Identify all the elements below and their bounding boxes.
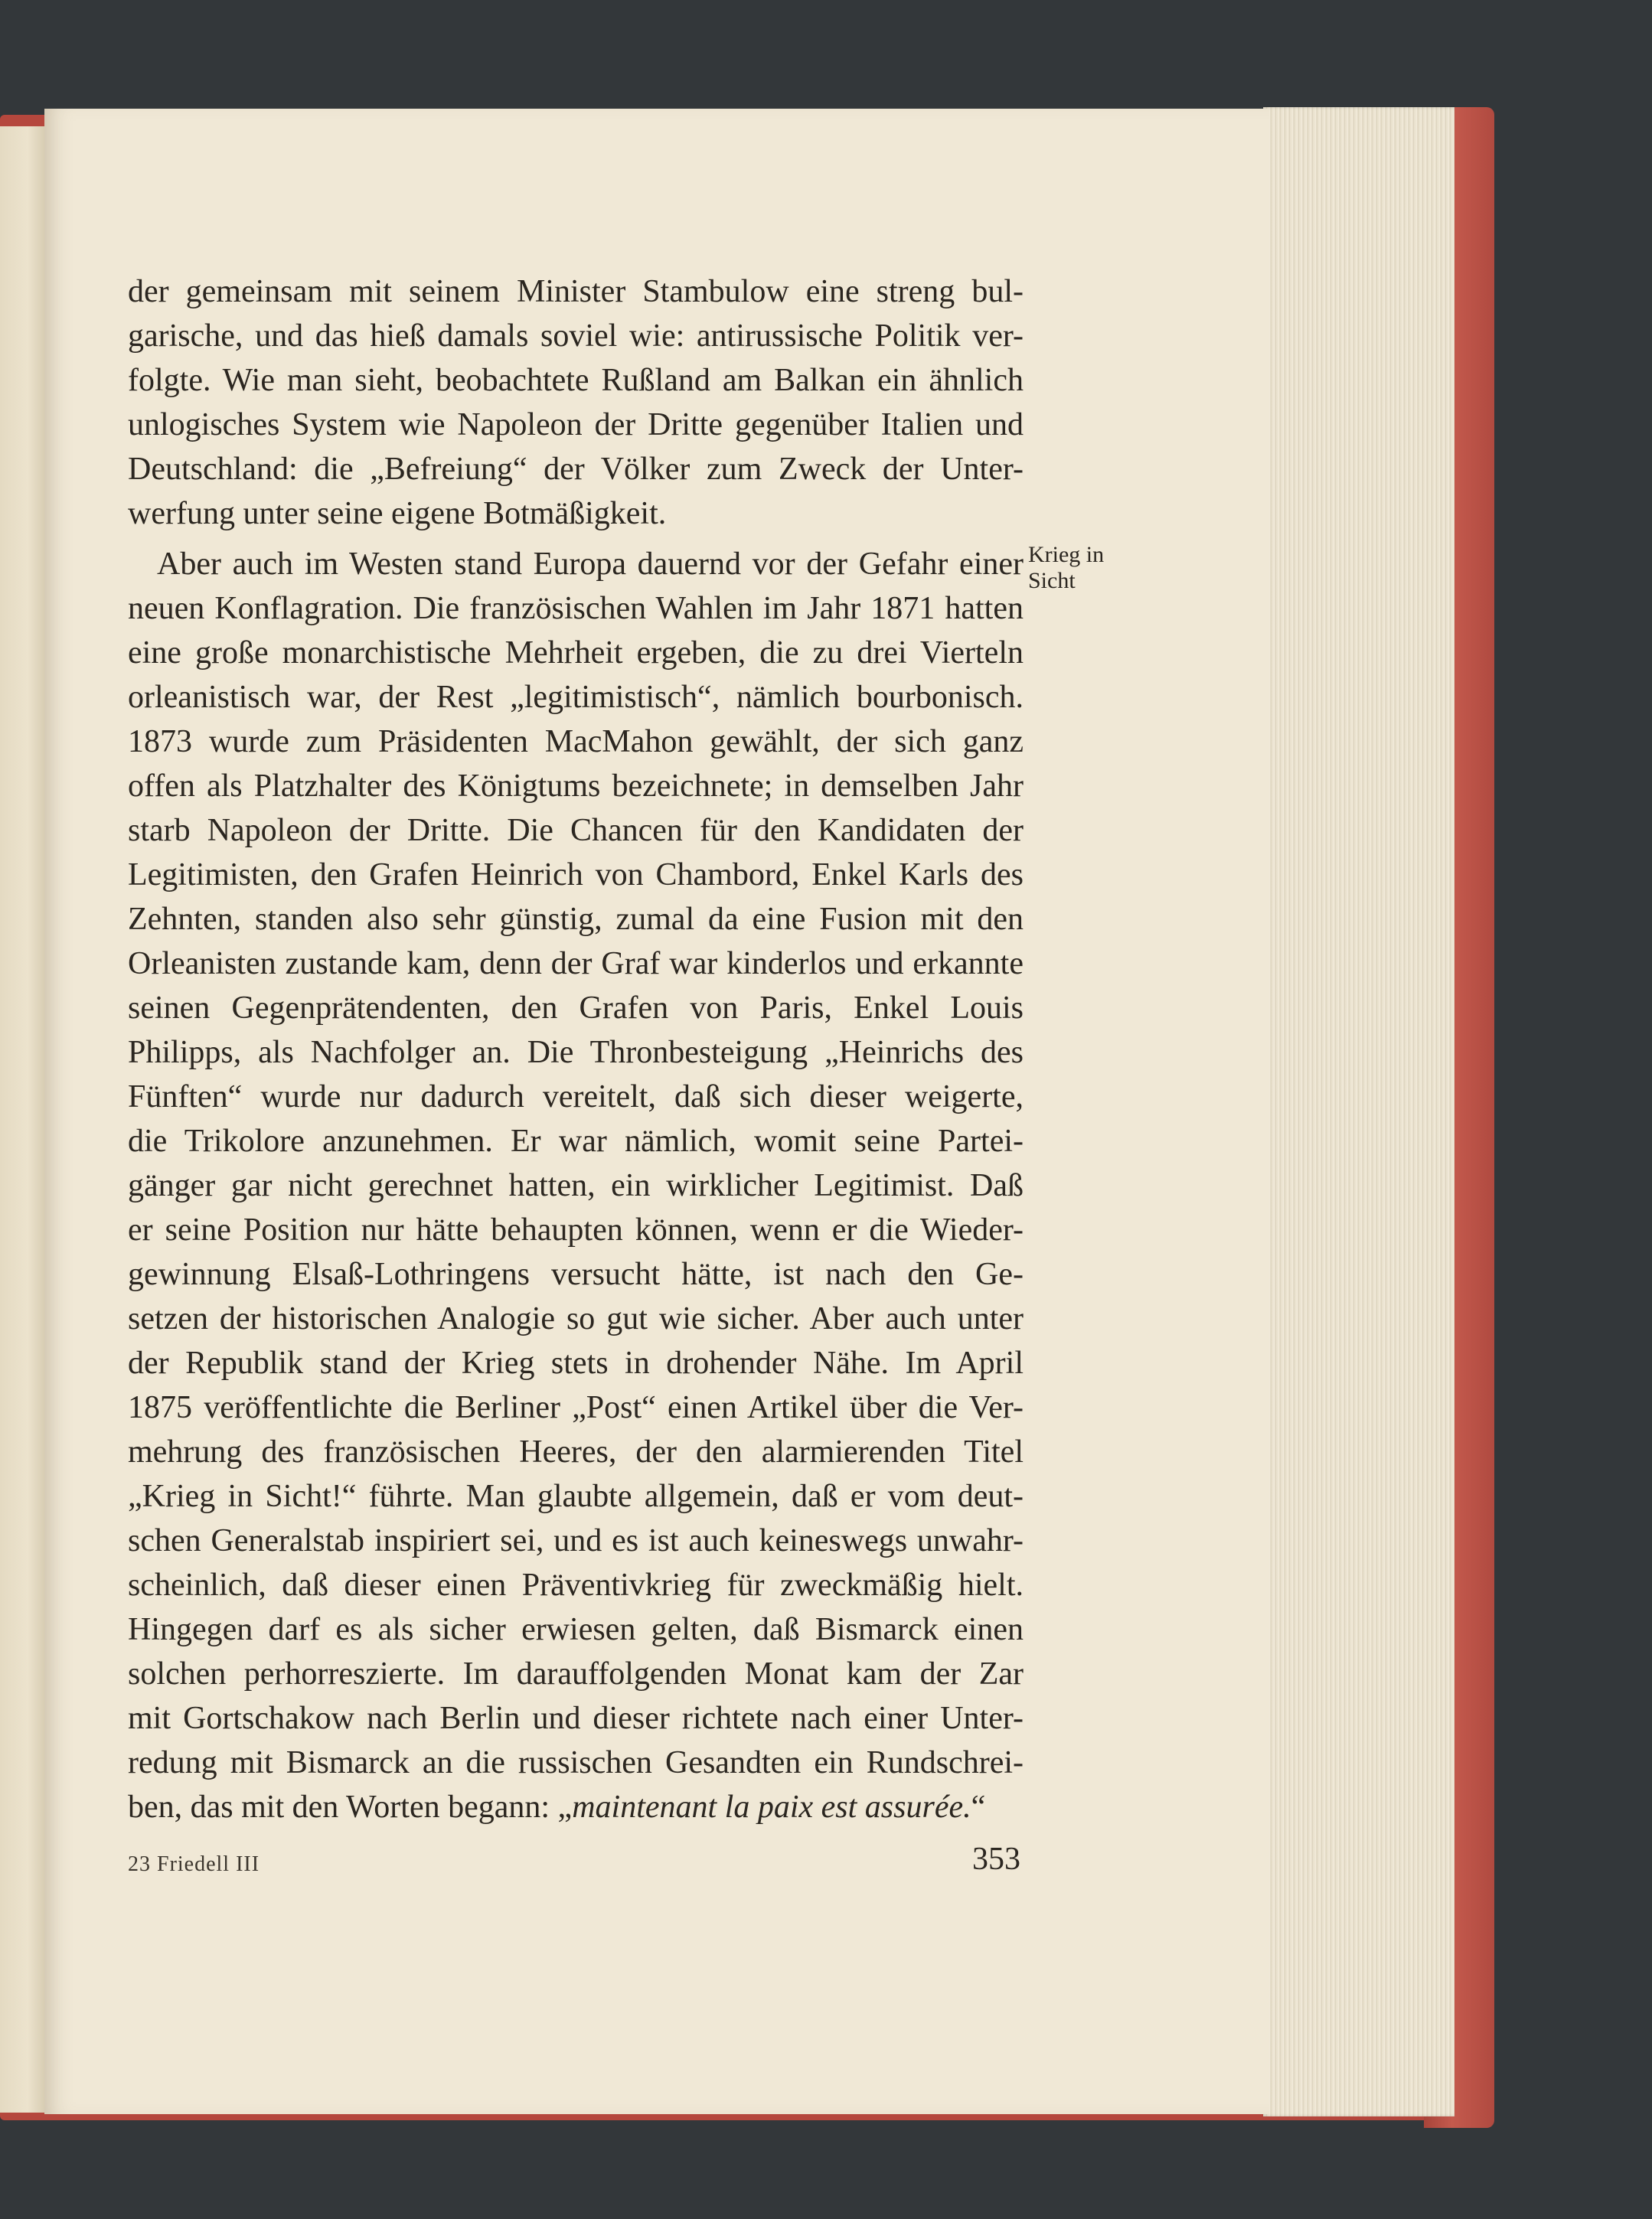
text-line-final: [128, 1785, 1024, 1829]
page-number: 353: [972, 1842, 1020, 1877]
final-line-prefix: ben, das mit den Worten begann: „: [128, 1790, 573, 1825]
text-line: Orleanisten zustande kam, denn der Graf war kinderlos und erkannte: [128, 946, 1024, 981]
text-line: 1875 veröffentlichte die Berliner „Post“ einen Artikel über die Ver-: [128, 1390, 1024, 1425]
text-line: Legitimisten, den Grafen Heinrich von Chambord, Enkel Karls des: [128, 857, 1024, 892]
text-line: folgte. Wie man sieht, beobachtete Rußland am Balkan ein ähnlich: [128, 363, 1024, 398]
text-line: mit Gortschakow nach Berlin und dieser richtete nach einer Unter-: [128, 1701, 1024, 1736]
text-line: orleanistisch war, der Rest „legitimistisch“, nämlich bourbonisch.: [128, 680, 1024, 715]
text-line: starb Napoleon der Dritte. Die Chancen für den Kandidaten der: [128, 813, 1024, 848]
text-line: Fünften“ wurde nur dadurch vereitelt, daß sich dieser weigerte,: [128, 1079, 1024, 1114]
text-line: Hingegen darf es als sicher erwiesen gelten, daß Bismarck einen: [128, 1612, 1024, 1647]
text-line: offen als Platzhalter des Königtums bezeichnete; in demselben Jahr: [128, 768, 1024, 804]
marginal-note-line: Krieg in: [1028, 542, 1105, 567]
text-line: seinen Gegenprätendenten, den Grafen von Paris, Enkel Louis: [128, 990, 1024, 1026]
text-line: setzen der historischen Analogie so gut wie sicher. Aber auch unter: [128, 1301, 1024, 1336]
marginal-note-line: Sicht: [1028, 568, 1076, 593]
text-line: werfung unter seine eigene Botmäßigkeit.: [128, 496, 667, 531]
text-line: der gemeinsam mit seinem Minister Stambulow eine streng bul-: [128, 274, 1024, 309]
left-page-sliver: [0, 126, 46, 2113]
signature-mark: 23 Friedell III: [128, 1852, 260, 1876]
text-line: „Krieg in Sicht!“ führte. Man glaubte allgemein, daß er vom deut-: [128, 1479, 1024, 1514]
body-text: [128, 269, 1024, 1829]
marginal-note: [1028, 542, 1104, 594]
text-line: er seine Position nur hätte behaupten können, wenn er die Wieder-: [128, 1212, 1024, 1248]
text-line: unlogisches System wie Napoleon der Dritte gegenüber Italien und: [128, 407, 1024, 442]
text-line: gewinnung Elsaß-Lothringens versucht hätte, ist nach den Ge-: [128, 1257, 1024, 1292]
text-line: Zehnten, standen also sehr günstig, zumal da eine Fusion mit den: [128, 902, 1024, 937]
text-line: Deutschland: die „Befreiung“ der Völker zum Zweck der Unter-: [128, 452, 1024, 487]
text-line: schen Generalstab inspiriert sei, und es ist auch keineswegs unwahr-: [128, 1523, 1024, 1558]
text-line: gänger gar nicht gerechnet hatten, ein wirklicher Legitimist. Daß: [128, 1168, 1024, 1203]
text-line: 1873 wurde zum Präsidenten MacMahon gewählt, der sich ganz: [128, 724, 1024, 759]
text-line: Aber auch im Westen stand Europa dauernd vor der Gefahr einer: [157, 547, 1024, 582]
text-line: mehrung des französischen Heeres, der den alarmierenden Titel: [128, 1434, 1024, 1470]
text-line: scheinlich, daß dieser einen Präventivkrieg für zweckmäßig hielt.: [128, 1568, 1024, 1603]
text-line: der Republik stand der Krieg stets in drohender Nähe. Im April: [128, 1346, 1024, 1381]
page-fore-edge: [1263, 107, 1454, 2116]
text-line: Philipps, als Nachfolger an. Die Thronbesteigung „Heinrichs des: [128, 1035, 1024, 1070]
text-line: garische, und das hieß damals soviel wie: antirussische Politik ver-: [128, 318, 1024, 354]
text-line: die Trikolore anzunehmen. Er war nämlich, womit seine Partei-: [128, 1124, 1024, 1159]
text-line: solchen perhorreszierte. Im darauffolgenden Monat kam der Zar: [128, 1656, 1024, 1692]
text-line: eine große monarchistische Mehrheit ergeben, die zu drei Vierteln: [128, 635, 1024, 671]
text-line: redung mit Bismarck an die russischen Gesandten ein Rundschrei-: [128, 1745, 1024, 1780]
text-line: neuen Konflagration. Die französischen Wahlen im Jahr 1871 hatten: [128, 591, 1024, 626]
final-line-suffix: “: [971, 1790, 986, 1825]
french-quote: maintenant la paix est assurée.: [572, 1790, 971, 1825]
